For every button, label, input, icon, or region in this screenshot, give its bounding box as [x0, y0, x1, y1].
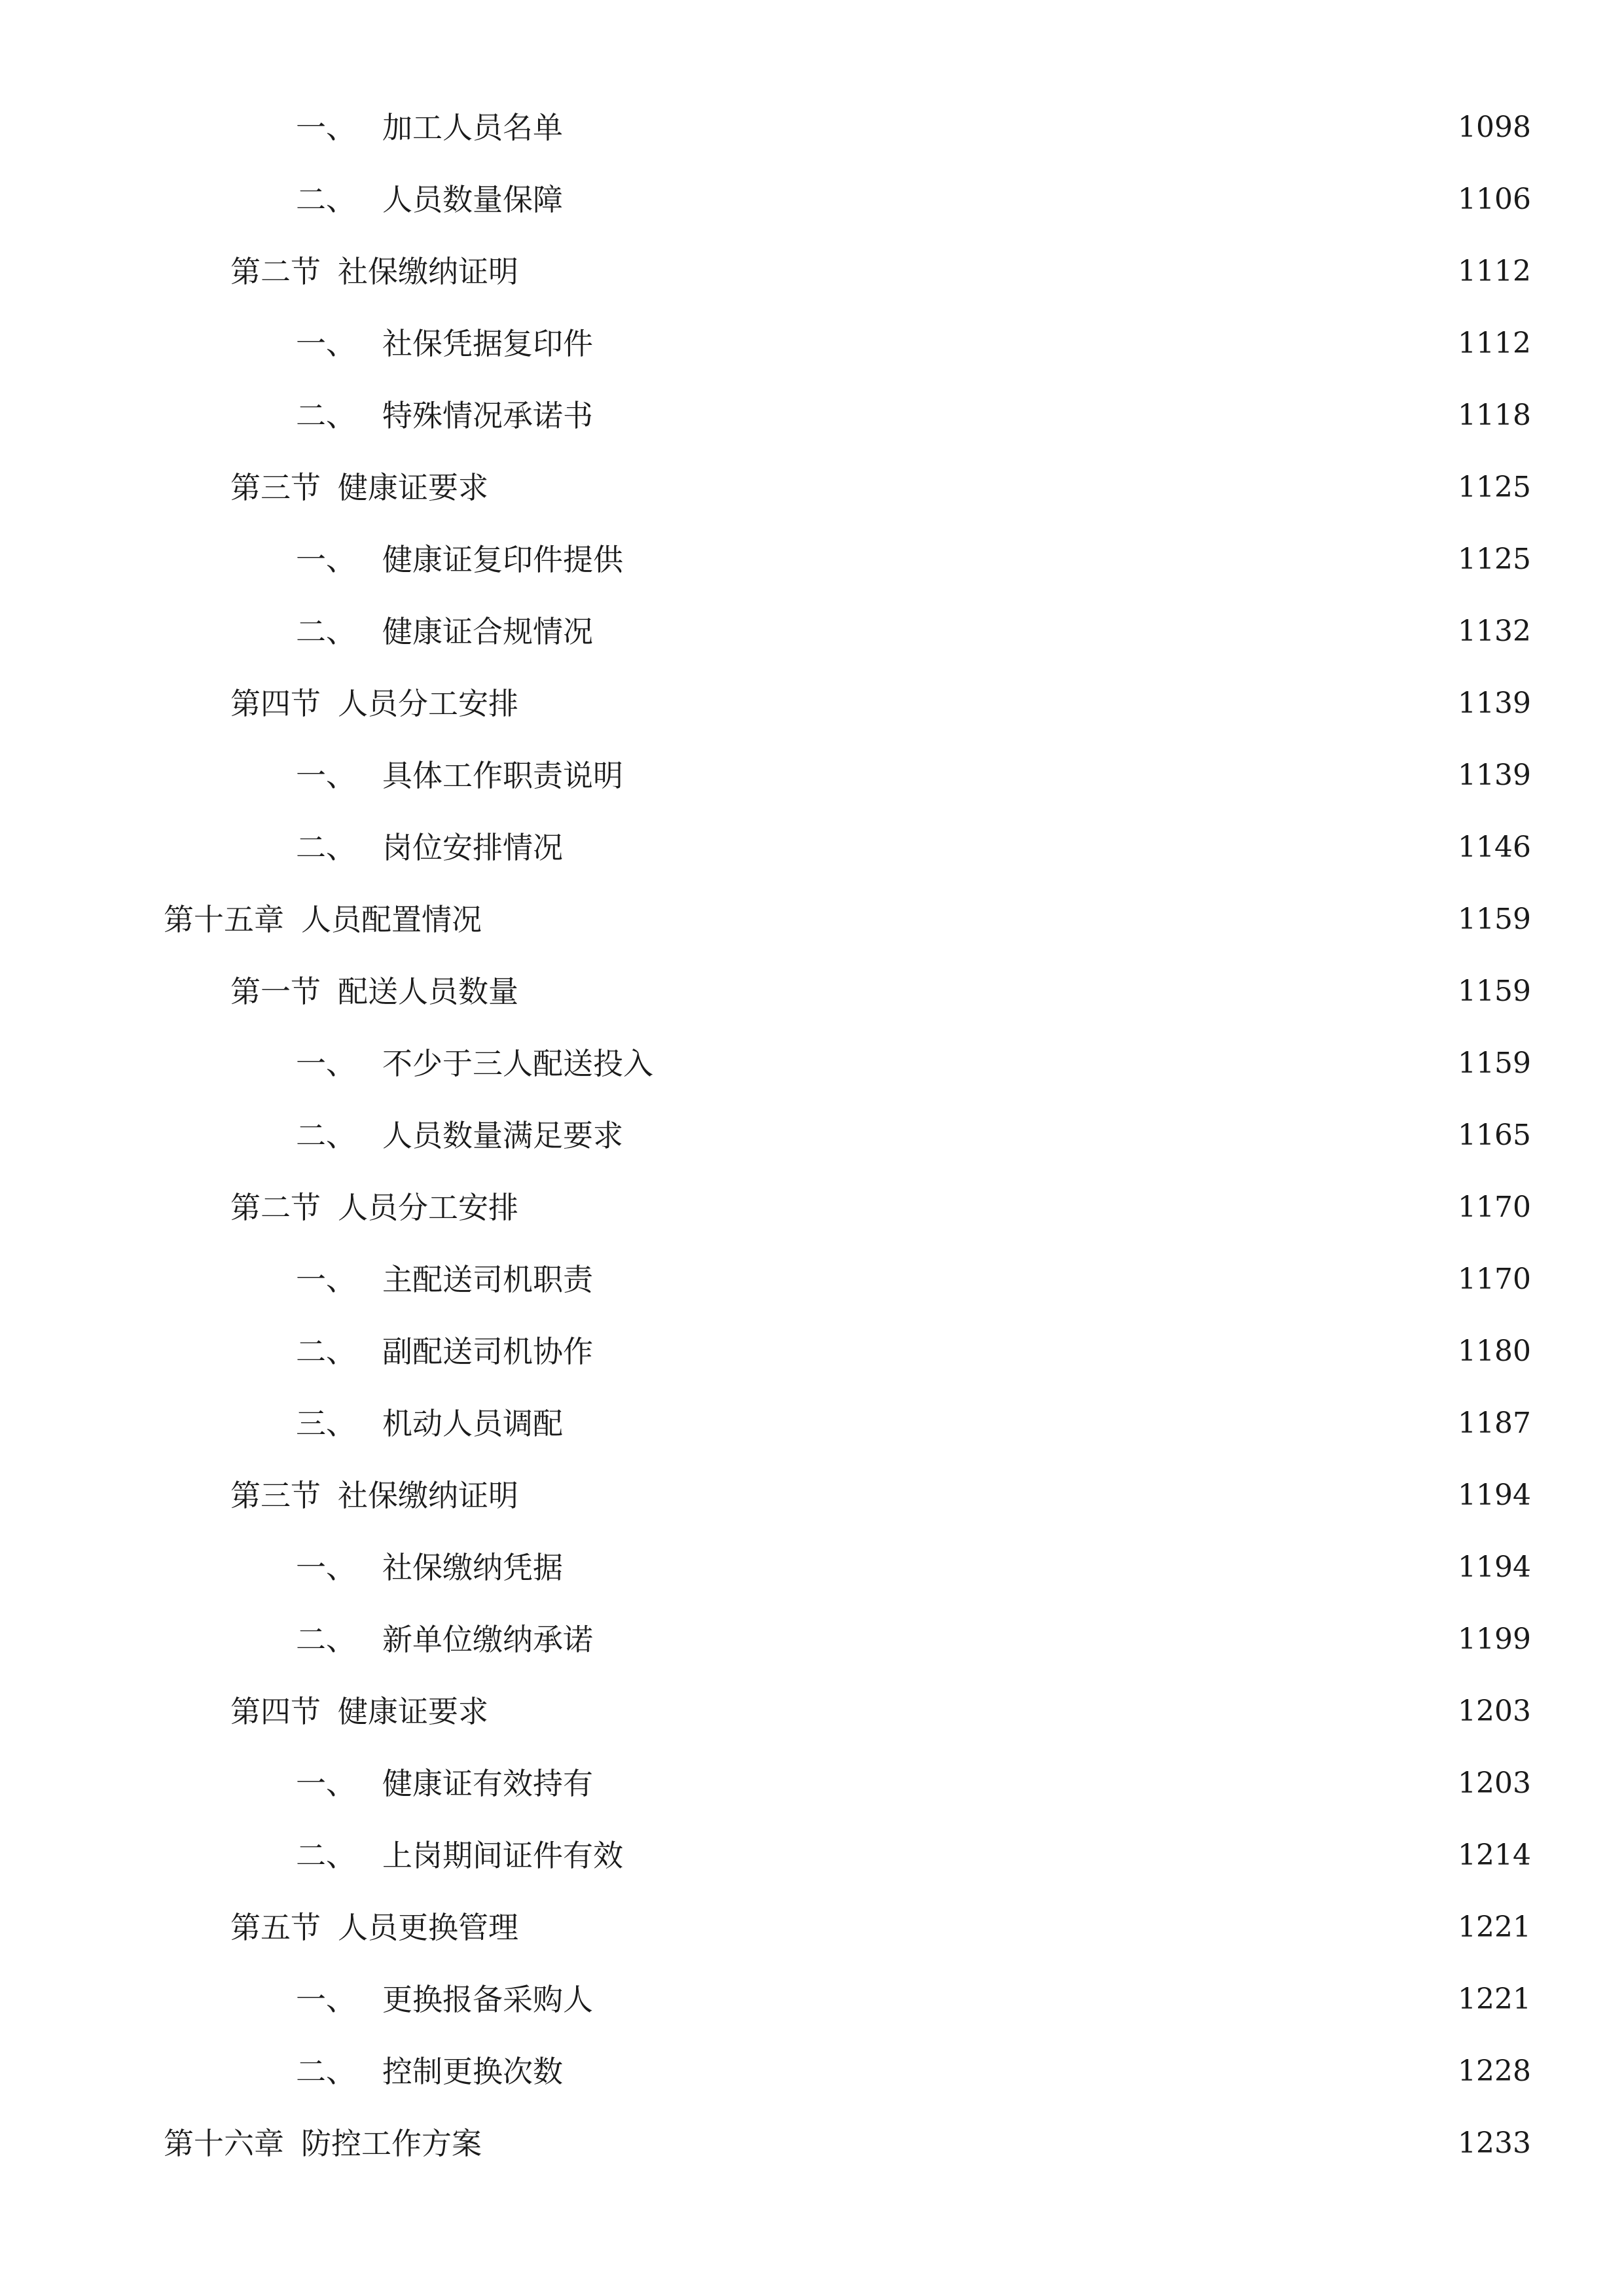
dot-leader [628, 1836, 1446, 1875]
toc-entry-page-number: 1170 [1458, 1263, 1531, 1296]
toc-entry[interactable] [0, 452, 1624, 524]
toc-entry-number: 第二节 [230, 254, 321, 289]
toc-entry-number: 二、 [296, 830, 356, 865]
toc-entry-page-number: 1214 [1458, 1839, 1531, 1872]
toc-entry-title: 人员配置情况 [301, 902, 482, 937]
toc-entry-page-number: 1159 [1458, 975, 1531, 1008]
toc-entry-title: 人员数量满足要求 [382, 1118, 623, 1153]
dot-leader [524, 972, 1446, 1011]
dot-leader [568, 1548, 1446, 1587]
dot-leader [568, 108, 1446, 147]
toc-entry-page-number: 1203 [1458, 1695, 1531, 1728]
toc-entry-page-number: 1203 [1458, 1767, 1531, 1800]
toc-entry[interactable] [0, 1892, 1624, 1964]
toc-entry-number: 第三节 [230, 1478, 321, 1513]
toc-entry[interactable] [0, 1460, 1624, 1532]
toc-entry[interactable] [0, 1028, 1624, 1100]
dot-leader [628, 1116, 1446, 1155]
toc-entry-number: 第二节 [230, 1190, 321, 1225]
toc-entry-page-number: 1180 [1458, 1335, 1531, 1368]
toc-entry-title: 上岗期间证件有效 [382, 1838, 623, 1873]
toc-entry-title: 社保缴纳证明 [338, 254, 518, 289]
toc-entry-page-number: 1106 [1458, 183, 1531, 216]
toc-entry[interactable] [0, 92, 1624, 164]
toc-entry-title: 防控工作方案 [301, 2126, 482, 2161]
toc-entry[interactable] [0, 164, 1624, 236]
toc-entry[interactable] [0, 1676, 1624, 1748]
dot-leader [598, 396, 1446, 435]
table-of-contents [0, 92, 1624, 2179]
toc-entry-title: 社保缴纳凭据 [382, 1550, 563, 1585]
toc-entry[interactable] [0, 956, 1624, 1028]
toc-entry[interactable] [0, 740, 1624, 812]
toc-entry-number: 一、 [296, 1982, 356, 2017]
toc-entry-page-number: 1194 [1458, 1479, 1531, 1512]
toc-entry-page-number: 1098 [1458, 111, 1531, 144]
dot-leader [598, 1332, 1446, 1371]
toc-entry-title: 健康证复印件提供 [382, 542, 623, 577]
toc-entry-title: 社保缴纳证明 [338, 1478, 518, 1513]
toc-entry-page-number: 1146 [1458, 831, 1531, 864]
dot-leader [598, 1260, 1446, 1299]
toc-entry-title: 社保凭据复印件 [382, 326, 593, 361]
toc-entry-number: 第五节 [230, 1910, 321, 1945]
toc-entry-page-number: 1194 [1458, 1551, 1531, 1584]
toc-entry[interactable] [0, 2108, 1624, 2179]
toc-entry-number: 二、 [296, 614, 356, 649]
toc-entry-number: 第三节 [230, 470, 321, 505]
toc-entry-number: 第十六章 [164, 2126, 284, 2161]
toc-entry-title: 人员分工安排 [338, 1190, 518, 1225]
toc-entry-page-number: 1112 [1458, 327, 1531, 360]
toc-entry-title: 机动人员调配 [382, 1406, 563, 1441]
toc-entry-title: 人员分工安排 [338, 686, 518, 721]
toc-entry-page-number: 1221 [1458, 1982, 1531, 2016]
toc-entry[interactable] [0, 308, 1624, 380]
toc-entry[interactable] [0, 1388, 1624, 1460]
toc-entry-number: 二、 [296, 182, 356, 217]
toc-entry[interactable] [0, 236, 1624, 308]
dot-leader [524, 1908, 1446, 1947]
toc-entry[interactable] [0, 524, 1624, 596]
toc-entry-number: 二、 [296, 1622, 356, 1657]
toc-entry-title: 新单位缴纳承诺 [382, 1622, 593, 1657]
toc-entry-title: 具体工作职责说明 [382, 758, 623, 793]
toc-entry-title: 不少于三人配送投入 [382, 1046, 653, 1081]
toc-entry[interactable] [0, 1316, 1624, 1388]
toc-entry[interactable] [0, 1604, 1624, 1676]
dot-leader [487, 2124, 1446, 2163]
toc-entry-page-number: 1159 [1458, 1047, 1531, 1080]
toc-entry-number: 一、 [296, 542, 356, 577]
toc-entry-page-number: 1165 [1458, 1119, 1531, 1152]
toc-entry-title: 人员更换管理 [338, 1910, 518, 1945]
toc-entry[interactable] [0, 380, 1624, 452]
toc-entry-title: 更换报备采购人 [382, 1982, 593, 2017]
toc-entry[interactable] [0, 1244, 1624, 1316]
dot-leader [568, 2052, 1446, 2091]
toc-entry-page-number: 1159 [1458, 903, 1531, 936]
toc-entry-page-number: 1125 [1458, 471, 1531, 504]
toc-entry[interactable] [0, 1532, 1624, 1604]
toc-entry-page-number: 1199 [1458, 1623, 1531, 1656]
toc-entry[interactable] [0, 668, 1624, 740]
toc-entry-page-number: 1132 [1458, 615, 1531, 648]
dot-leader [598, 612, 1446, 651]
toc-entry-number: 一、 [296, 1766, 356, 1801]
toc-entry[interactable] [0, 1172, 1624, 1244]
dot-leader [487, 900, 1446, 939]
toc-entry-title: 岗位安排情况 [382, 830, 563, 865]
toc-entry-number: 一、 [296, 1550, 356, 1585]
toc-entry-title: 健康证要求 [338, 470, 488, 505]
toc-entry-number: 一、 [296, 1046, 356, 1081]
dot-leader [494, 468, 1446, 507]
toc-entry-number: 一、 [296, 326, 356, 361]
toc-entry-number: 第四节 [230, 686, 321, 721]
toc-entry-page-number: 1187 [1458, 1407, 1531, 1440]
toc-entry[interactable] [0, 596, 1624, 668]
toc-entry-title: 主配送司机职责 [382, 1262, 593, 1297]
toc-entry-page-number: 1139 [1458, 759, 1531, 792]
toc-entry[interactable] [0, 1100, 1624, 1172]
toc-entry-number: 二、 [296, 1118, 356, 1153]
toc-entry-page-number: 1118 [1458, 399, 1531, 432]
toc-entry-number: 第一节 [230, 974, 321, 1009]
toc-entry[interactable] [0, 884, 1624, 956]
dot-leader [524, 1188, 1446, 1227]
toc-entry[interactable] [0, 1964, 1624, 2036]
dot-leader [659, 1044, 1446, 1083]
toc-entry-number: 二、 [296, 1838, 356, 1873]
toc-entry-number: 一、 [296, 110, 356, 145]
dot-leader [524, 252, 1446, 291]
toc-entry-number: 三、 [296, 1406, 356, 1441]
toc-entry-title: 人员数量保障 [382, 182, 563, 217]
toc-entry[interactable] [0, 2036, 1624, 2108]
toc-entry-title: 特殊情况承诺书 [382, 398, 593, 433]
dot-leader [598, 1764, 1446, 1803]
toc-entry-number: 一、 [296, 1262, 356, 1297]
dot-leader [628, 756, 1446, 795]
toc-entry-page-number: 1228 [1458, 2054, 1531, 2088]
toc-entry-number: 二、 [296, 2054, 356, 2089]
dot-leader [568, 828, 1446, 867]
toc-entry-page-number: 1112 [1458, 255, 1531, 288]
toc-entry-page-number: 1221 [1458, 1910, 1531, 1944]
toc-entry-title: 健康证有效持有 [382, 1766, 593, 1801]
toc-entry-number: 二、 [296, 1334, 356, 1369]
toc-entry-title: 健康证要求 [338, 1694, 488, 1729]
dot-leader [598, 1620, 1446, 1659]
dot-leader [524, 684, 1446, 723]
dot-leader [598, 324, 1446, 363]
toc-entry-title: 加工人员名单 [382, 110, 563, 145]
toc-entry-number: 第四节 [230, 1694, 321, 1729]
toc-entry-title: 配送人员数量 [338, 974, 518, 1009]
toc-entry[interactable] [0, 1748, 1624, 1820]
toc-entry-page-number: 1139 [1458, 687, 1531, 720]
dot-leader [524, 1476, 1446, 1515]
toc-entry-number: 一、 [296, 758, 356, 793]
dot-leader [628, 540, 1446, 579]
toc-entry-page-number: 1125 [1458, 543, 1531, 576]
toc-entry-page-number: 1233 [1458, 2126, 1531, 2160]
toc-entry-title: 副配送司机协作 [382, 1334, 593, 1369]
toc-entry-title: 健康证合规情况 [382, 614, 593, 649]
toc-entry[interactable] [0, 1820, 1624, 1892]
dot-leader [598, 1980, 1446, 2019]
toc-entry[interactable] [0, 812, 1624, 884]
toc-entry-number: 第十五章 [164, 902, 284, 937]
dot-leader [568, 180, 1446, 219]
dot-leader [568, 1404, 1446, 1443]
toc-entry-page-number: 1170 [1458, 1191, 1531, 1224]
toc-entry-title: 控制更换次数 [382, 2054, 563, 2089]
toc-entry-number: 二、 [296, 398, 356, 433]
dot-leader [494, 1692, 1446, 1731]
